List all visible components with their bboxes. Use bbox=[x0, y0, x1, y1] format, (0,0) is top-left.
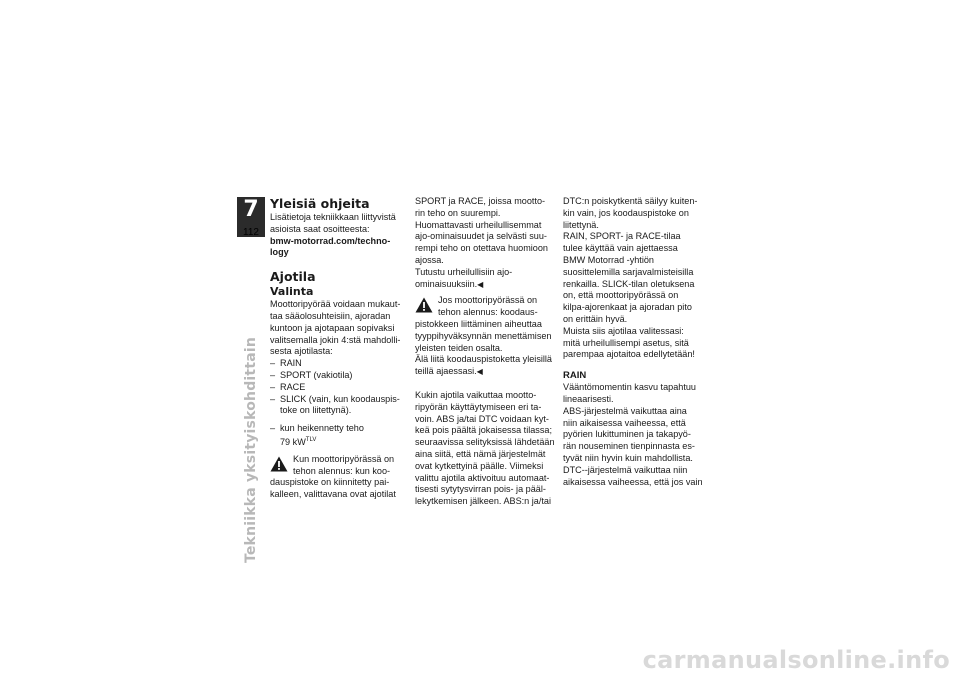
end-of-section-icon: ◀ bbox=[477, 279, 484, 289]
list-item: – SPORT (vakiotila) bbox=[270, 370, 410, 382]
warning-text-wrap bbox=[415, 319, 555, 378]
list-item: – RAIN bbox=[270, 358, 410, 370]
warning-text: dauspistoke on kiinnitetty pai- kalleen, valittavana ovat ajotilat bbox=[270, 477, 396, 500]
warning-block bbox=[270, 454, 410, 501]
warning-lead-text: Kun moottoripyörässä on tehon alennus: kun koo- bbox=[293, 453, 395, 476]
warning-lead-text: Jos moottoripyörässä on tehon alennus: koodaus- bbox=[438, 295, 538, 318]
power-value-line bbox=[270, 435, 410, 449]
page-number: 112 bbox=[243, 227, 259, 238]
heading-rain: RAIN bbox=[563, 370, 587, 382]
sport-race-paragraph: SPORT ja RACE, joissa mootto- rin teho on suurempi. Huomattavasti urheilullisemmat ajo-ominaisuudet ja selvästi suu- rempi teho on otettava huomioon ajossa. Tutustu urheilullisiin ajo- ominaisuuksiin. bbox=[415, 196, 548, 289]
list-item: – SLICK (vain, kun koodauspis- bbox=[270, 394, 410, 406]
slick-continuation: toke on liitettynä). bbox=[280, 405, 352, 416]
rain-text: Vääntömomentin kasvu tapahtuu lineaarisesti. ABS-järjestelmä vaikuttaa aina niin aikaisessa vaiheessa, että pyörien lukittuminen ja takapyö- rän nouseminen tienpinnasta es- tyvät niin hyvin kuin mahdollista. DTC--järjestelmä vaikuttaa niin aikaisessa vaiheessa, että jos vain bbox=[563, 382, 703, 487]
chapter-vertical-title: Tekniikka yksityiskohdittain bbox=[243, 336, 259, 564]
technology-link[interactable]: bmw-motorrad.com/techno- logy bbox=[270, 235, 391, 258]
warning-block bbox=[415, 295, 555, 378]
end-of-section-icon: ◀ bbox=[476, 367, 483, 377]
column-1 bbox=[270, 196, 410, 501]
power-list bbox=[270, 423, 410, 435]
riding-mode-list bbox=[270, 358, 410, 405]
general-notes-text: Lisätietoja tekniikkaan liittyvistä asioista saat osoitteesta: bbox=[270, 212, 396, 234]
power-value: 79 kW bbox=[280, 436, 306, 447]
selection-text: Moottoripyörää voidaan mukaut- taa sääolosuhteisiin, ajoradan kuntoon ja ajotapaan sopivaksi valitsemalla jokin 4:stä mahdolli- sesta ajotilasta: bbox=[270, 299, 401, 357]
modes-behaviour-text: Kukin ajotila vaikuttaa mootto- ripyörän käyttäytymiseen eri ta- voin. ABS ja/tai DTC voidaan kyt- keä pois päältä jokaisessa tilassa; seuraavissa selityksissä lähdetään aina siitä, että nämä järjestelmät ovat kytkettyinä päälle. Viimeksi valittu ajotila aktivoituu automaat- tisesti sytytysvirran pois- ja pääl- lekytkemisen jälkeen. ABS:n ja/tai bbox=[415, 389, 555, 507]
dtc-text: DTC:n poiskytkentä säilyy kuiten- kin vain, jos koodauspistoke on liitettynä. RAIN, SPORT- ja RACE-tilaa tulee käyttää vain ajettaessa BMW Motorrad -yhtiön suosittelemilla sarjavalmisteisilla renkailla. SLICK-tilan oletuksena on, että moottoripyörässä on kilpa-ajorenkaat ja ajoradan pito on erittäin hyvä. Muista siis ajotilaa valitessasi: mitä urheilullisempi asetus, sitä parempaa ajotaitoa edellytetään! bbox=[563, 196, 698, 360]
chapter-number: 7 bbox=[243, 197, 259, 222]
column-2 bbox=[415, 196, 555, 508]
list-item: – kun heikennetty teho bbox=[270, 423, 410, 435]
warning-text: pistokkeen liittäminen aiheuttaa tyyppihyväksynnän menettämisen yleisten teiden osalta. Älä liitä koodauspistoketta yleisillä teillä ajaessasi. bbox=[415, 318, 552, 377]
heading-selection: Valinta bbox=[270, 285, 314, 299]
power-superscript: TLV bbox=[305, 436, 317, 443]
sport-race-text bbox=[415, 196, 555, 290]
warning-triangle-icon bbox=[270, 456, 288, 472]
heading-general-notes: Yleisiä ohjeita bbox=[270, 196, 370, 211]
list-item: – RACE bbox=[270, 382, 410, 394]
watermark: carmanualsonline.info bbox=[642, 646, 950, 674]
warning-triangle-icon bbox=[415, 297, 433, 313]
column-3 bbox=[563, 196, 708, 488]
heading-riding-modes: Ajotila bbox=[270, 269, 316, 285]
